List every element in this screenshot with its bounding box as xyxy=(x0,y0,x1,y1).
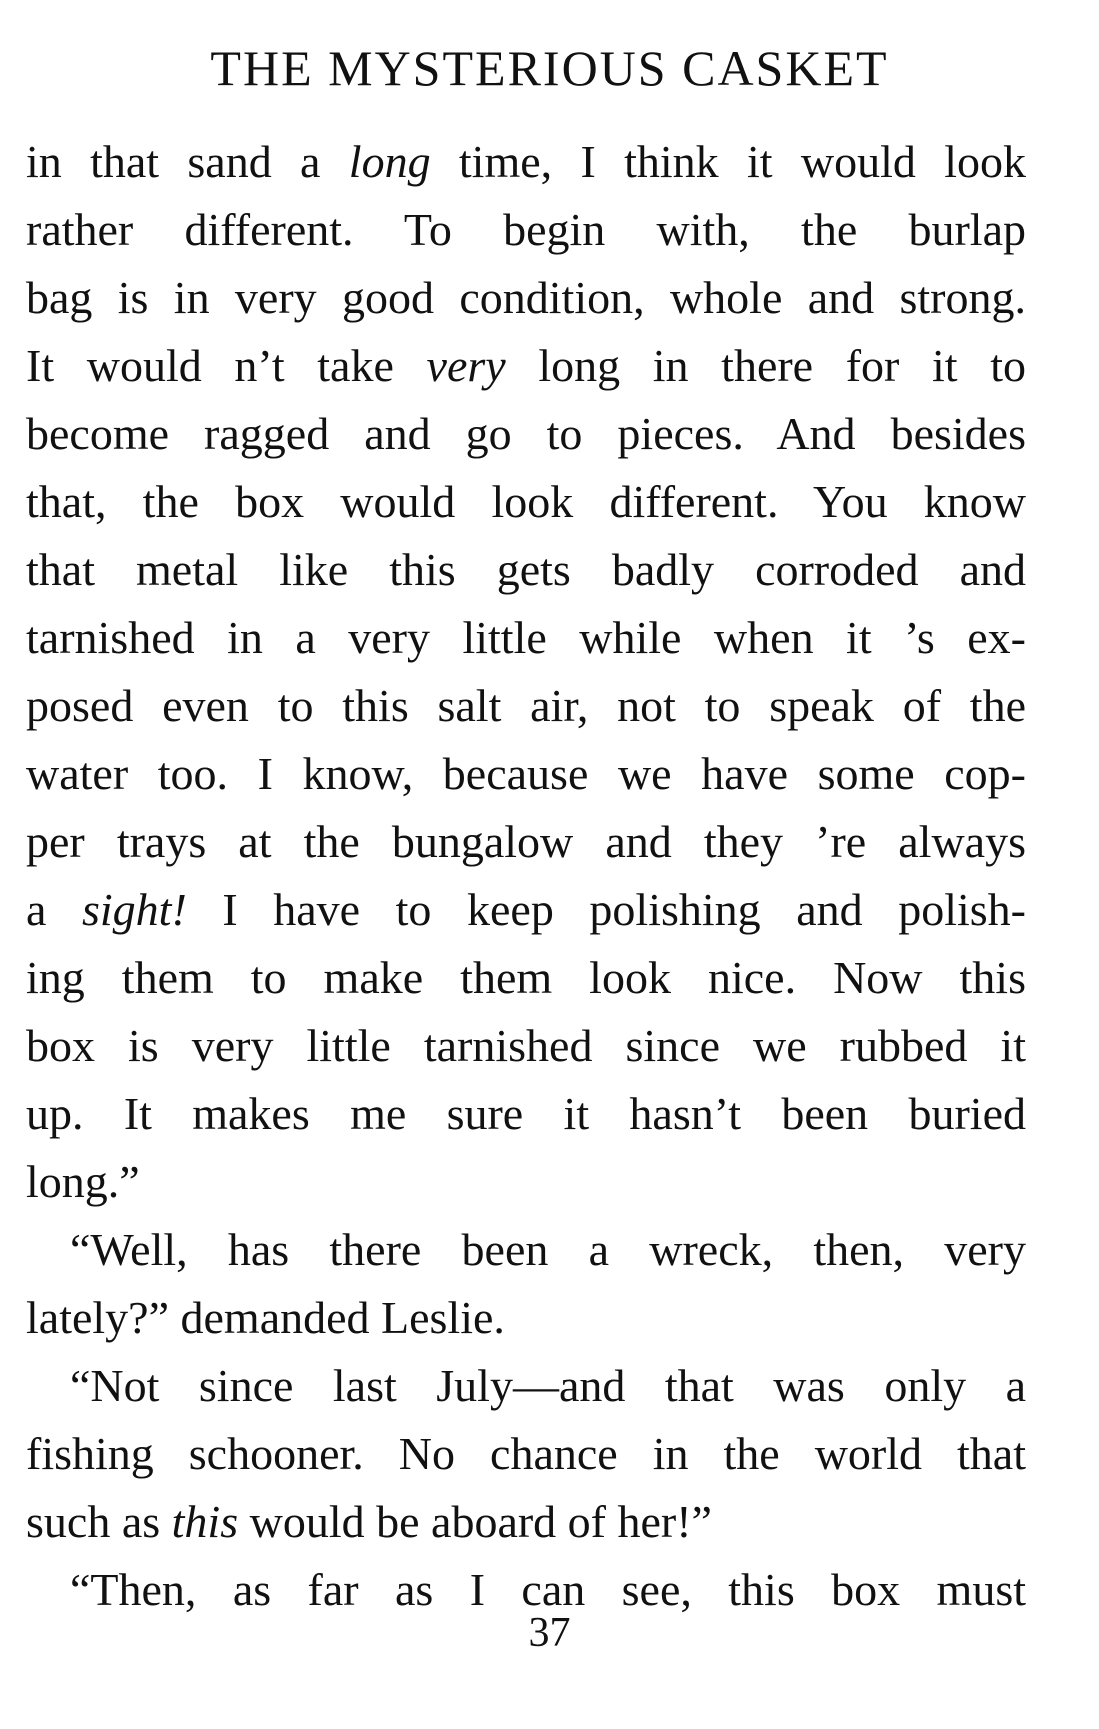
text-line xyxy=(26,1284,1026,1352)
running-head: THE MYSTERIOUS CASKET xyxy=(210,40,889,96)
text-line xyxy=(26,196,1026,264)
text-run: long in there for it to xyxy=(505,340,1026,391)
text-run: per trays at the bungalow and they ’re always xyxy=(26,816,1026,867)
text-run: fishing schooner. No chance in the world that xyxy=(26,1428,1026,1479)
italic-text: very xyxy=(426,340,506,391)
text-run: box is very little tarnished since we rubbed it xyxy=(26,1020,1026,1071)
text-line xyxy=(26,468,1026,536)
text-run: would be aboard of her!” xyxy=(238,1496,712,1547)
text-line xyxy=(26,332,1026,400)
text-run: that, the box would look different. You know xyxy=(26,476,1026,527)
text-run: time, I think it would look xyxy=(430,136,1026,187)
text-line xyxy=(26,264,1026,332)
text-line xyxy=(26,1080,1026,1148)
text-line xyxy=(26,128,1026,196)
text-run: lately?” demanded Leslie. xyxy=(26,1292,505,1343)
text-run: It would n’t take xyxy=(26,340,427,391)
text-run: become ragged and go to pieces. And besides xyxy=(26,408,1026,459)
text-line xyxy=(26,808,1026,876)
text-line xyxy=(26,740,1026,808)
text-run: a xyxy=(26,884,82,935)
text-line xyxy=(26,536,1026,604)
text-line xyxy=(26,1488,1026,1556)
text-run: water too. I know, because we have some cop- xyxy=(26,748,1026,799)
text-run: in that sand a xyxy=(26,136,349,187)
text-line xyxy=(26,1352,1026,1420)
text-run: tarnished in a very little while when it ’s ex- xyxy=(26,612,1026,663)
text-run: such as xyxy=(26,1496,172,1547)
text-run: rather different. To begin with, the burlap xyxy=(26,204,1026,255)
italic-text: this xyxy=(171,1496,239,1547)
italic-text: sight! xyxy=(82,884,187,935)
text-run: posed even to this salt air, not to speak of the xyxy=(26,680,1026,731)
text-line xyxy=(26,944,1026,1012)
page-number: 37 xyxy=(528,1610,571,1656)
text-run: ing them to make them look nice. Now this xyxy=(26,952,1026,1003)
text-line xyxy=(26,876,1026,944)
text-line xyxy=(26,1216,1026,1284)
text-run: up. It makes me sure it hasn’t been buried xyxy=(26,1088,1026,1139)
text-run: I have to keep polishing and polish- xyxy=(186,884,1026,935)
text-line xyxy=(26,400,1026,468)
text-run: bag is in very good condition, whole and strong. xyxy=(26,272,1026,323)
text-run: “Not since last July—and that was only a xyxy=(70,1360,1026,1411)
text-line xyxy=(26,1420,1026,1488)
text-line xyxy=(26,604,1026,672)
text-run: that metal like this gets badly corroded and xyxy=(26,544,1026,595)
text-line xyxy=(26,672,1026,740)
body-text xyxy=(26,128,1026,1624)
text-run: “Well, has there been a wreck, then, very xyxy=(70,1224,1026,1275)
text-line xyxy=(26,1012,1026,1080)
text-run: long.” xyxy=(26,1156,140,1207)
text-line xyxy=(26,1148,1026,1216)
text-run: “Then, as far as I can see, this box must xyxy=(70,1564,1026,1615)
italic-text: long xyxy=(348,136,431,187)
